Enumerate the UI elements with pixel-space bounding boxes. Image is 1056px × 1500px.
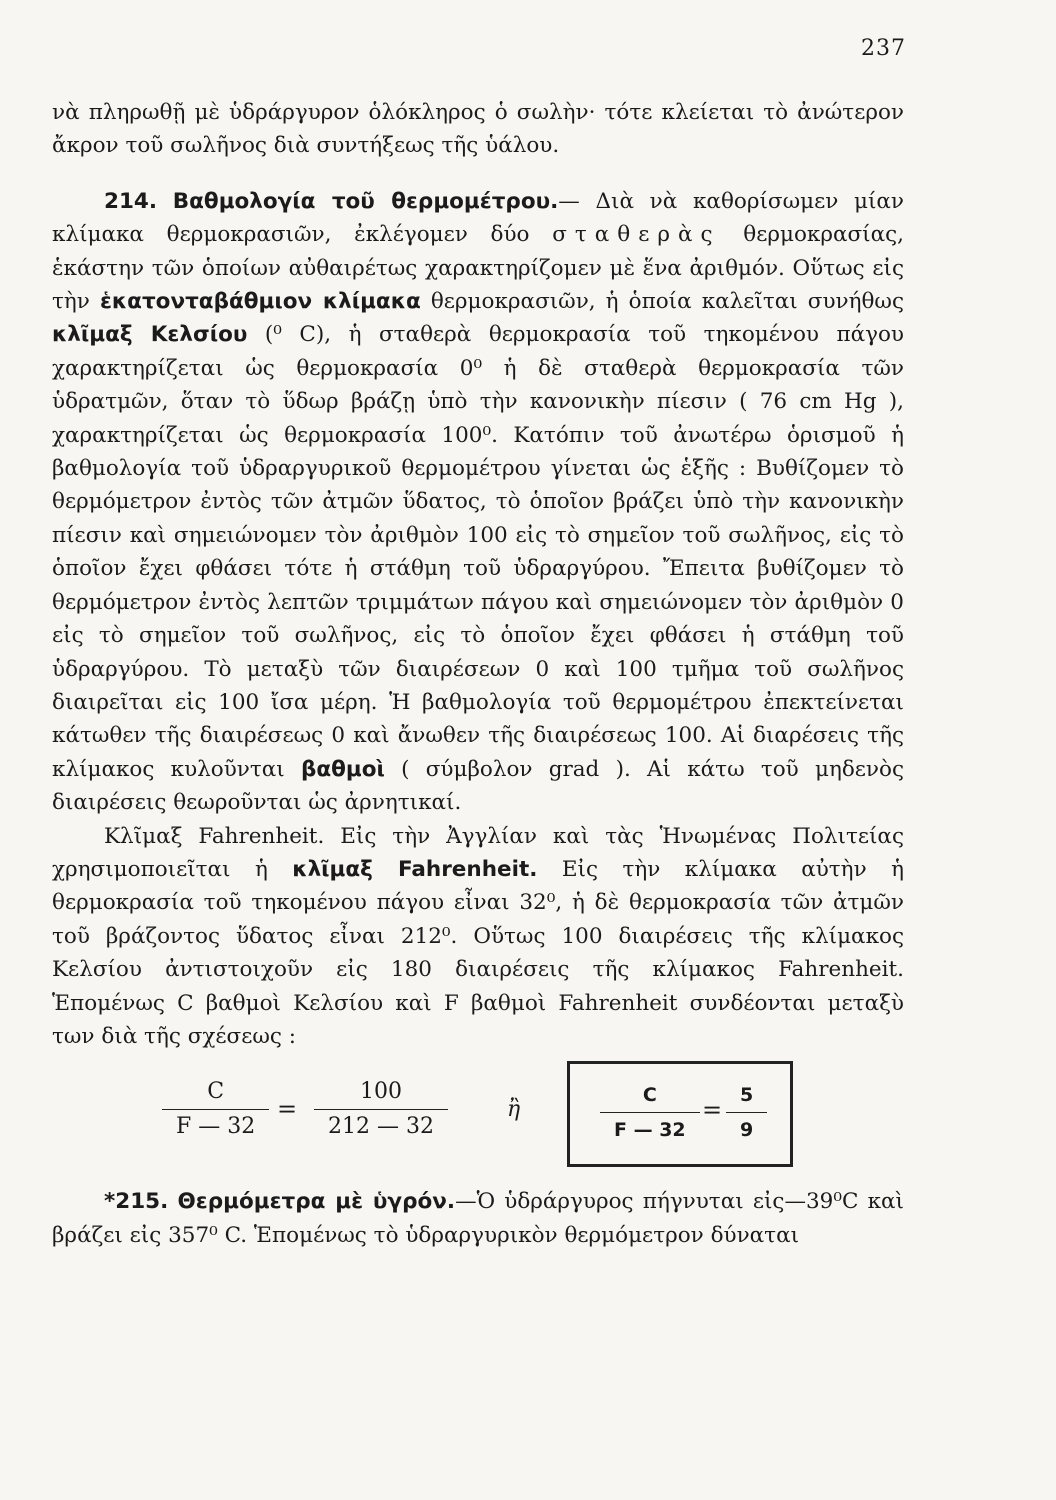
text-run: θερμοκρασιῶν, ἡ ὁποία καλεῖται συνήθως xyxy=(420,289,904,315)
fraction-c-over-f-bold xyxy=(600,1078,700,1147)
fahrenheit-paragraph xyxy=(52,820,904,1054)
paragraph-continuation: νὰ πληρωθῇ μὲ ὑδράργυρον ὁλόκληρος ὁ σωλὴν· τότε κλείεται τὸ ἀνώτερον ἄκρον τοῦ σωλῆνος διὰ συντήξεως τῆς ὑάλου. xyxy=(52,100,904,159)
numerator: C xyxy=(600,1078,700,1113)
section-215 xyxy=(52,1185,904,1252)
text-run: (⁰ C), ἡ σταθερὰ θερμοκρασία τοῦ τηκομένου πάγου χαρακτηρίζεται ὡς θερμοκρασία 0⁰ ἡ δὲ σταθερὰ θερμοκρασία τῶν ὑδρατμῶν, ὅταν τὸ ὕδωρ βράζῃ ὑπὸ τὴν κανονικὴν πίεσιν ( 76 cm Hg ), χαρακτηρίζεται ὡς θερμοκρασία 100⁰. Κατόπιν τοῦ ἀνωτέρω ὁρισμοῦ ἡ βαθμολογία τοῦ ὑδραργυρικοῦ θερμομέτρου γίνεται ὡς ἑξῆς : Βυθίζομεν τὸ θερμόμετρον ἐντὸς τῶν ἀτμῶν ὕδατος, τὸ ὁποῖον βράζει ὑπὸ τὴν κανονικὴν πίεσιν καὶ σημειώνομεν τὸν ἀριθμὸν 100 εἰς τὸ σημεῖον τοῦ σωλῆνος, εἰς τὸ ὁποῖον ἔχει φθάσει τότε ἡ στάθμη τοῦ ὑδραργύρου. Ἔπειτα βυθίζομεν τὸ θερμόμετρον ἐντὸς λεπτῶν τριμμάτων πάγου καὶ σημειώνομεν τὸν ἀριθμὸν 0 εἰς τὸ σημεῖον τοῦ σωλῆνος, εἰς τὸ ὁποῖον ἔχει φθάσει ἡ στάθμη τοῦ ὑδραργύρου. Τὸ μεταξὺ τῶν διαιρέσεων 0 καὶ 100 τμῆμα τοῦ σωλῆνος διαιρεῖται εἰς 100 ἴσα μέρη. Ἡ βαθμολογία τοῦ θερμομέτρου ἐπεκτείνεται κάτωθεν τῆς διαιρέσεως 0 καὶ ἄνωθεν τῆς διαιρέσεως 100. Αἱ διαρέσεις τῆς κλίμακος κυλοῦνται xyxy=(52,322,905,782)
text-run: ( σύμβολον grad ). Αἱ κάτω τοῦ μηδενὸς διαιρέσεις θεωροῦνται ὡς ἀρνητικαί. xyxy=(52,756,904,816)
result-box xyxy=(567,1061,793,1167)
bold-term: κλῖμαξ Fahrenheit. xyxy=(292,856,538,882)
fraction-c-over-f xyxy=(162,1075,269,1144)
denominator: F — 32 xyxy=(614,1119,686,1142)
formula xyxy=(52,1061,904,1171)
numerator: C xyxy=(162,1075,269,1110)
text-run: θερμοκρασίας, ἑκάστην τῶν ὁποίων αὐθαιρέτως χαρακτηρίζομεν μὲ ἕνα ἀριθμόν. Οὕτως εἰς τὴν xyxy=(52,222,904,315)
page-number: 237 xyxy=(861,36,906,61)
section-214 xyxy=(52,185,904,820)
numerator: 5 xyxy=(726,1078,767,1113)
spaced-word: σταθερὰς xyxy=(552,222,721,248)
fraction-100-over-180 xyxy=(314,1075,448,1144)
text-block xyxy=(52,96,904,1252)
section-title: Βαθμολογία τοῦ θερμομέτρου. xyxy=(172,188,559,214)
numerator: 100 xyxy=(314,1075,448,1110)
section-title: Θερμόμετρα μὲ ὑγρόν. xyxy=(177,1189,456,1215)
denominator: F — 32 xyxy=(176,1114,256,1140)
text-run: —Ὁ ὑδράργυρος πήγνυται εἰς—39⁰C καὶ βράζει εἰς 357⁰ C. Ἑπομένως τὸ ὑδραργυρικὸν θερμόμετρον δύναται xyxy=(52,1189,904,1248)
denominator: 212 — 32 xyxy=(328,1114,434,1140)
bold-term: βαθμοὶ xyxy=(300,756,385,782)
equals-sign: = xyxy=(702,1096,723,1125)
bold-term: ἑκατονταβάθμιον κλίμακα xyxy=(99,289,421,315)
denominator: 9 xyxy=(740,1119,754,1142)
section-number: 214. xyxy=(104,188,158,214)
section-number: *215. xyxy=(104,1189,169,1215)
text-run: Εἰς τὴν κλίμακα αὐτὴν ἡ θερμοκρασία τοῦ τηκομένου πάγου εἶναι 32⁰, ἡ δὲ θερμοκρασία τῶν ἀτμῶν τοῦ βράζοντος ὕδατος εἶναι 212⁰. Οὕτως 100 διαιρέσεις τῆς κλίμακος Κελσίου ἀντιστοιχοῦν εἰς 180 διαιρέσεις τῆς κλίμακος Fahrenheit. Ἑπομένως C βαθμοὶ Κελσίου καὶ F βαθμοὶ Fahrenheit συνδέονται μεταξὺ των διὰ τῆς σχέσεως : xyxy=(52,856,904,1049)
text-run: — Διὰ νὰ καθορίσωμεν μίαν κλίμακα θερμοκρασιῶν, ἐκλέγομεν δύο xyxy=(52,188,904,248)
or-word: ἢ xyxy=(507,1097,521,1123)
fraction-5-over-9 xyxy=(726,1078,767,1147)
bold-term: κλῖμαξ Κελσίου xyxy=(52,322,248,348)
equals-sign: = xyxy=(277,1095,298,1124)
text-run: Κλῖμαξ Fahrenheit. Εἰς τὴν Ἀγγλίαν καὶ τὰς Ἡνωμένας Πολιτείας χρησιμοποιεῖται ἡ xyxy=(52,823,904,882)
